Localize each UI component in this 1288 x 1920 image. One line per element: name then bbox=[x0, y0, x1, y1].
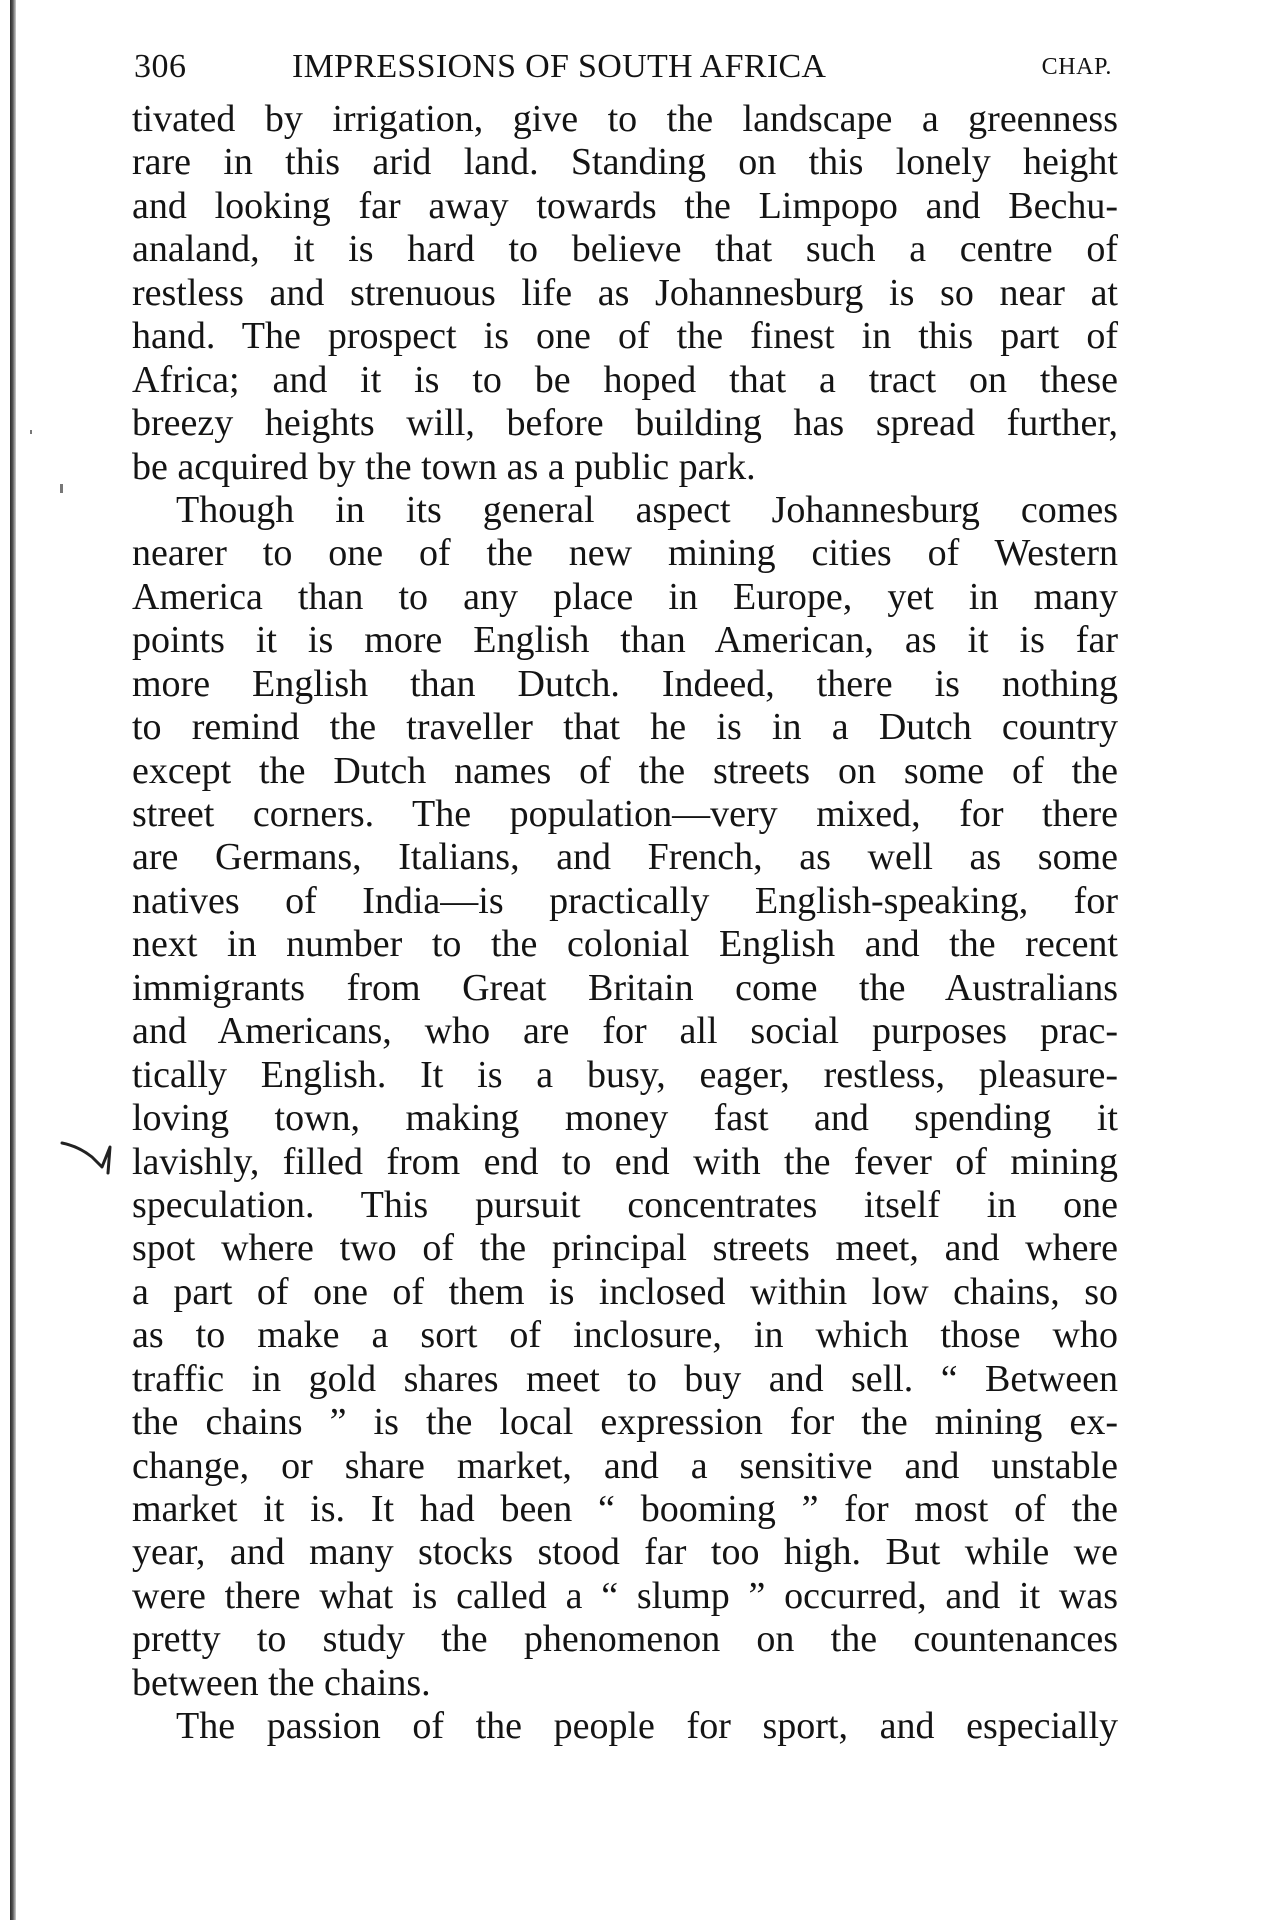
text-line: rare in this arid land. Standing on this lonely height bbox=[132, 141, 1118, 184]
text-line: lavishly, filled from end to end with the fever of mining bbox=[132, 1140, 1118, 1183]
text-line: year, and many stocks stood far too high. But while we bbox=[132, 1531, 1118, 1574]
text-line: hand. The prospect is one of the finest in this part of bbox=[132, 315, 1118, 358]
text-line: and looking far away towards the Limpopo and Bechu- bbox=[132, 184, 1118, 227]
text-line: tivated by irrigation, give to the landscape a greenness bbox=[132, 98, 1118, 140]
text-line: breezy heights will, before building has spread further, bbox=[132, 402, 1118, 445]
text-line: except the Dutch names of the streets on some of the bbox=[132, 749, 1118, 792]
chapter-abbreviation: CHAP. bbox=[1041, 54, 1112, 80]
text-line: nearer to one of the new mining cities of Western bbox=[132, 532, 1118, 575]
text-line: pretty to study the phenomenon on the countenances bbox=[132, 1618, 1118, 1661]
text-line: market it is. It had been “ booming ” for most of the bbox=[132, 1488, 1118, 1530]
binding-edge bbox=[10, 0, 16, 1920]
text-line: spot where two of the principal streets meet, and where bbox=[132, 1227, 1118, 1270]
paragraph-end-line: between the chains. bbox=[132, 1661, 431, 1704]
paragraph-start-line: Though in its general aspect Johannesburg comes bbox=[176, 488, 1118, 531]
text-line: to remind the traveller that he is in a Dutch country bbox=[132, 706, 1118, 749]
text-line: loving town, making money fast and spending it bbox=[132, 1097, 1118, 1140]
text-line: America than to any place in Europe, yet in many bbox=[132, 575, 1118, 618]
body-text bbox=[132, 98, 1118, 1749]
running-title: IMPRESSIONS OF SOUTH AFRICA bbox=[292, 48, 827, 85]
text-line: the chains ” is the local expression for the mining ex- bbox=[132, 1401, 1118, 1444]
text-line: speculation. This pursuit concentrates itself in one bbox=[132, 1183, 1118, 1226]
text-line: natives of India—is practically English-speaking, for bbox=[132, 879, 1118, 922]
text-line: and Americans, who are for all social purposes prac- bbox=[132, 1010, 1118, 1053]
paragraph-start-line: The passion of the people for sport, and especially bbox=[176, 1705, 1118, 1748]
text-line: are Germans, Italians, and French, as well as some bbox=[132, 836, 1118, 879]
text-line: next in number to the colonial English and the recent bbox=[132, 923, 1118, 966]
page-number: 306 bbox=[134, 48, 187, 85]
running-head bbox=[132, 40, 1118, 98]
book-page bbox=[132, 40, 1118, 1749]
text-line: traffic in gold shares meet to buy and sell. “ Between bbox=[132, 1357, 1118, 1400]
text-line: a part of one of them is inclosed within low chains, so bbox=[132, 1270, 1118, 1313]
text-line: were there what is called a “ slump ” occurred, and it was bbox=[132, 1574, 1118, 1617]
scan-speck bbox=[30, 430, 32, 434]
text-line: street corners. The population—very mixed, for there bbox=[132, 793, 1118, 835]
text-line: Africa; and it is to be hoped that a tract on these bbox=[132, 358, 1118, 401]
handwritten-margin-mark bbox=[58, 1133, 138, 1183]
scan-speck bbox=[60, 484, 63, 493]
text-line: tically English. It is a busy, eager, restless, pleasure- bbox=[132, 1053, 1118, 1096]
text-line: as to make a sort of inclosure, in which those who bbox=[132, 1314, 1118, 1357]
text-line: change, or share market, and a sensitive and unstable bbox=[132, 1444, 1118, 1487]
paragraph-end-line: be acquired by the town as a public park. bbox=[132, 445, 756, 488]
text-line: immigrants from Great Britain come the Australians bbox=[132, 966, 1118, 1009]
text-line: restless and strenuous life as Johannesburg is so near at bbox=[132, 271, 1118, 314]
text-line: more English than Dutch. Indeed, there is nothing bbox=[132, 662, 1118, 705]
text-line: points it is more English than American, as it is far bbox=[132, 619, 1118, 662]
text-line: analand, it is hard to believe that such a centre of bbox=[132, 228, 1118, 271]
